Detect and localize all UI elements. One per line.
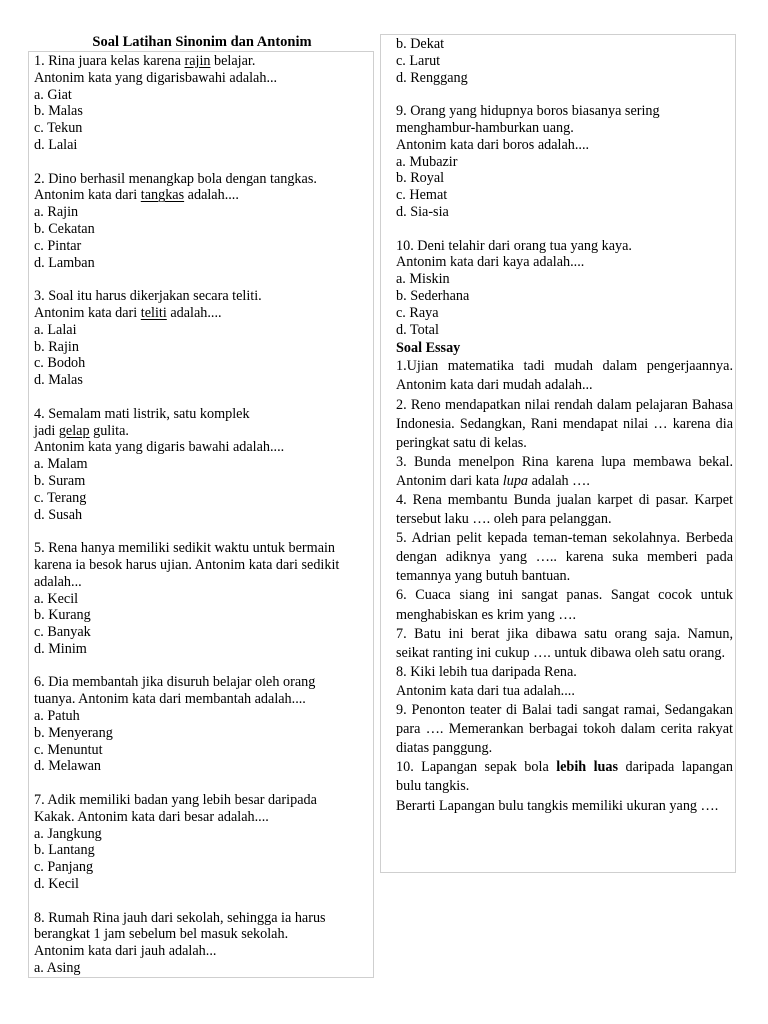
essay-item: 8. Kiki lebih tua daripada Rena. (396, 663, 577, 680)
essay-item: 5. Adrian pelit kepada teman-teman sekolahnya. Berbeda dengan adiknya yang ….. karena suka memberi pada temannya yang butuh bantuan. (396, 530, 733, 585)
answer-option: c. Terang (34, 489, 87, 506)
question-line: Antonim kata dari boros adalah.... (396, 136, 590, 153)
answer-option: c. Tekun (34, 120, 83, 137)
essay-item: 4. Rena membantu Bunda jualan karpet di pasar. Karpet tersebut laku …. oleh para pelanggan. (396, 492, 733, 528)
italic-word: lupa (502, 472, 529, 489)
essay-item: Berarti Lapangan bulu tangkis memiliki ukuran yang …. (396, 797, 719, 814)
question-line: 6. Dia membantah jika disuruh belajar oleh orang (34, 674, 316, 691)
essay-item: 9. Penonton teater di Balai tadi sangat ramai, Sedangakan para …. Memerankan berbagai tokoh dalam cerita rakyat diatas panggung. (396, 702, 733, 757)
essay-item: 6. Cuaca siang ini sangat panas. Sangat cocok untuk menghabiskan es krim yang …. (396, 587, 733, 623)
question-line: menghambur-hamburkan uang. (396, 119, 574, 136)
essay-item: 3. Bunda menelpon Rina karena lupa membawa bekal. Antonim dari kata lupa adalah …. (396, 453, 733, 489)
essay-heading: Soal Essay (396, 340, 461, 357)
answer-option: d. Melawan (34, 758, 101, 775)
answer-option: c. Panjang (34, 859, 94, 876)
answer-option: d. Susah (34, 506, 83, 523)
answer-option: a. Rajin (34, 204, 79, 221)
answer-option: c. Banyak (34, 624, 91, 641)
underlined-word: gelap (58, 422, 90, 439)
question-line: Antonim kata yang digaris bawahi adalah.... (34, 439, 285, 456)
blank-line (34, 658, 373, 675)
question-line: 9. Orang yang hidupnya boros biasanya sering (396, 103, 660, 120)
question-line: berangkat 1 jam sebelum bel masuk sekolah. (34, 926, 289, 943)
answer-option: b. Lantang (34, 842, 95, 859)
answer-option: a. Giat (34, 86, 72, 103)
question-line: Antonim kata dari teliti adalah.... (34, 304, 222, 321)
answer-option: a. Patuh (34, 708, 80, 725)
question-line: Antonim kata yang digarisbawahi adalah... (34, 69, 278, 86)
question-line: Antonim kata dari jauh adalah... (34, 943, 217, 960)
answer-option: b. Dekat (396, 36, 445, 52)
blank-line (34, 154, 373, 171)
answer-option: d. Kecil (34, 876, 79, 893)
answer-option: a. Lalai (34, 321, 77, 338)
question-line: Kakak. Antonim kata dari besar adalah.... (34, 808, 269, 825)
answer-option: a. Malam (34, 456, 88, 473)
answer-option: c. Pintar (34, 237, 82, 254)
essay-item: 10. Lapangan sepak bola lebih luas daripada lapangan bulu tangkis. (396, 759, 733, 795)
question-line: jadi gelap gulita. (34, 422, 129, 439)
underlined-word: tangkas (140, 187, 185, 204)
answer-option: a. Jangkung (34, 825, 102, 842)
answer-option: d. Renggang (396, 69, 468, 86)
blank-line (396, 221, 733, 238)
answer-option: d. Lalai (34, 136, 78, 153)
underlined-word: rajin (184, 53, 211, 69)
blank-line (34, 389, 373, 406)
question-line: Antonim kata dari tangkas adalah.... (34, 187, 239, 204)
question-line: adalah... (34, 573, 82, 590)
answer-option: d. Minim (34, 640, 87, 657)
answer-option: d. Sia-sia (396, 203, 449, 220)
blank-line (34, 775, 373, 792)
answer-option: a. Kecil (34, 590, 79, 607)
bold-phrase: lebih luas (556, 759, 619, 776)
answer-option: a. Miskin (396, 271, 450, 288)
question-line: karena ia besok harus ujian. Antonim kata dari sedikit (34, 556, 340, 573)
question-line: tuanya. Antonim kata dari membantah adalah.... (34, 691, 306, 708)
essay-item: 1.Ujian matematika tadi mudah dalam pengerjaannya. Antonim kata dari mudah adalah... (396, 358, 733, 394)
answer-option: d. Lamban (34, 254, 95, 271)
essay-item: 7. Batu ini berat jika dibawa satu orang saja. Namun, seikat ranting ini cukup …. untuk dibawa oleh satu orang. (396, 625, 733, 661)
question-line: 1. Rina juara kelas karena rajin belajar. (34, 53, 256, 69)
blank-line (396, 86, 733, 103)
answer-option: b. Suram (34, 472, 86, 489)
blank-line (34, 523, 373, 540)
essay-item: 2. Reno mendapatkan nilai rendah dalam pelajaran Bahasa Indonesia. Sedangkan, Rani mendapat nilai … karena dia peringkat satu di kelas. (396, 396, 733, 451)
answer-option: b. Cekatan (34, 220, 95, 237)
left-column (28, 51, 374, 978)
question-line: 10. Deni telahir dari orang tua yang kaya. (396, 237, 632, 254)
answer-option: a. Mubazir (396, 153, 458, 170)
blank-line (34, 893, 373, 910)
essay-list (396, 357, 733, 815)
essay-item: Antonim kata dari tua adalah.... (396, 682, 575, 699)
answer-option: d. Total (396, 321, 439, 338)
answer-option: b. Kurang (34, 607, 91, 624)
answer-option: b. Sederhana (396, 287, 470, 304)
answer-option: a. Asing (34, 960, 81, 977)
question-line: 8. Rumah Rina jauh dari sekolah, sehingga ia harus (34, 909, 326, 926)
question-line: Antonim kata dari kaya adalah.... (396, 254, 585, 271)
underlined-word: teliti (140, 304, 167, 321)
right-column (380, 34, 736, 873)
question-line: 5. Rena hanya memiliki sedikit waktu untuk bermain (34, 540, 336, 557)
answer-option: b. Rajin (34, 338, 79, 355)
answer-option: b. Menyerang (34, 724, 113, 741)
question-line: 2. Dino berhasil menangkap bola dengan tangkas. (34, 170, 317, 187)
answer-option: c. Menuntut (34, 741, 103, 758)
document-title: Soal Latihan Sinonim dan Antonim (92, 34, 312, 50)
question-line: 3. Soal itu harus dikerjakan secara teliti. (34, 288, 262, 305)
answer-option: b. Royal (396, 170, 445, 187)
question-line: 4. Semalam mati listrik, satu komplek (34, 405, 250, 422)
answer-option: d. Malas (34, 372, 83, 389)
answer-option: c. Bodoh (34, 355, 86, 372)
question-line: 7. Adik memiliki badan yang lebih besar daripada (34, 792, 317, 809)
answer-option: b. Malas (34, 103, 83, 120)
right-question-list (396, 36, 733, 338)
answer-option: c. Raya (396, 304, 439, 321)
answer-option: c. Larut (396, 52, 441, 69)
blank-line (34, 271, 373, 288)
answer-option: c. Hemat (396, 187, 448, 204)
